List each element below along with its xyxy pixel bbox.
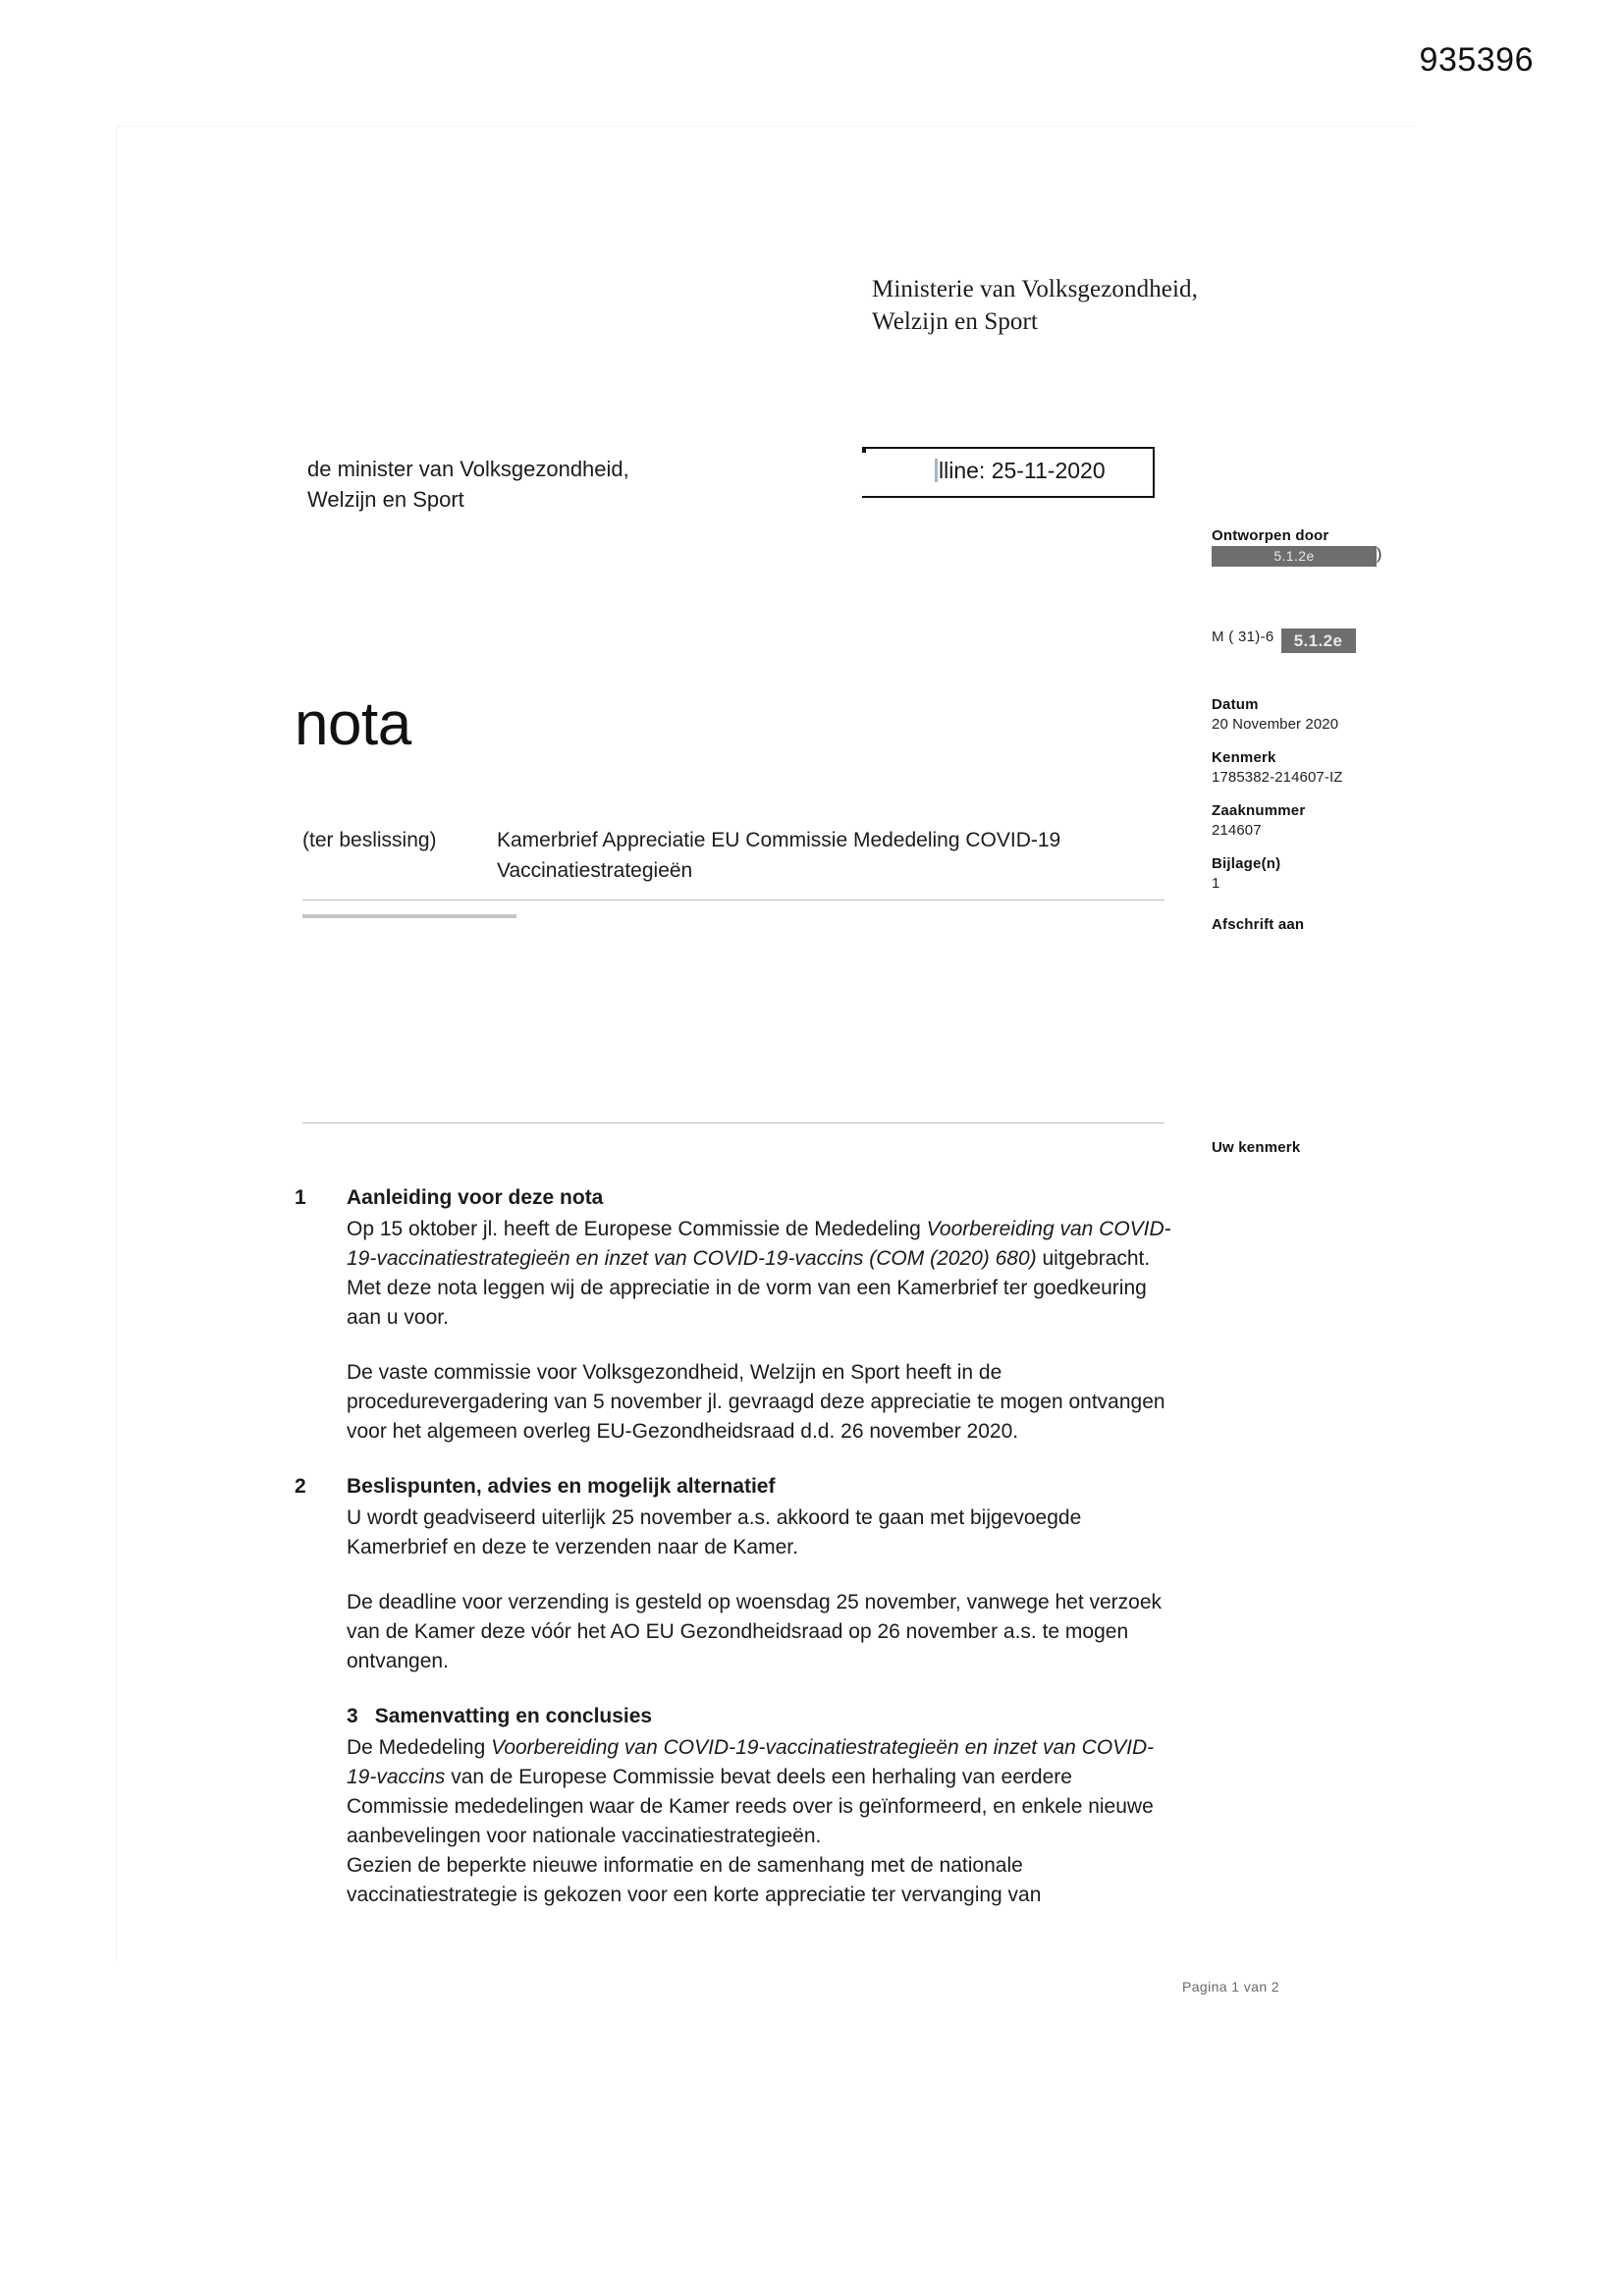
paragraph: De deadline voor verzending is gesteld op woensdag 25 november, vanwege het verzoek van de Kamer deze vóór het AO EU Gezondheidsraad op 26 november a.s. te mogen ontvangen. [347, 1591, 1163, 1672]
ministry-line-2: Welzijn en Sport [872, 308, 1038, 335]
section-1-title: Aanleiding voor deze nota [347, 1186, 604, 1209]
para-emphasis: Voorbereiding van COVID-19-vaccinatiestrategieën en inzet van COVID-19-vaccins (COM (2020) 680) [347, 1218, 1171, 1270]
subject-line-2: Vaccinatiestrategieën [497, 859, 693, 882]
redaction-block: 5.1.2e [1281, 629, 1356, 653]
paragraph [347, 1733, 1178, 1851]
meta-bijlagen [1212, 854, 1423, 894]
deadline-value: lline: 25-11-2020 [939, 458, 1106, 483]
uw-kenmerk-label: Uw kenmerk [1212, 1139, 1301, 1156]
section-2-body [347, 1503, 1178, 1676]
scan-number: 935396 [1419, 41, 1534, 79]
addressee-line-2: Welzijn en Sport [307, 487, 464, 512]
datum-value: 20 November 2020 [1212, 716, 1339, 733]
section-3-heading [347, 1702, 1178, 1731]
meta-datum [1212, 695, 1423, 735]
para-text: van de Europese Commissie bevat deels een herhaling van eerdere Commissie mededelingen waar de Kamer reeds over is geïnformeerd, en enkele nieuwe aanbevelingen voor nationale vaccinatiestrategieën. [347, 1766, 1154, 1847]
designation-row [1212, 629, 1356, 653]
meta-kenmerk [1212, 748, 1423, 788]
bijlagen-value: 1 [1212, 875, 1220, 892]
divider-body [302, 1122, 1164, 1123]
section-1-heading [295, 1183, 1178, 1213]
section-1-number: 1 [295, 1186, 306, 1209]
designation-prefix: M ( 31)-6 [1212, 629, 1274, 645]
page-title: nota [295, 690, 411, 758]
addressee-line-1: de minister van Volksgezondheid, [307, 457, 629, 481]
para-text: Op 15 oktober jl. heeft de Europese Commissie de Mededeling [347, 1218, 927, 1240]
section-3-body [347, 1733, 1178, 1910]
subject-text [497, 825, 1164, 886]
kenmerk-label: Kenmerk [1212, 749, 1276, 766]
subject-kind: (ter beslissing) [302, 829, 437, 851]
deadline-text [935, 458, 1106, 484]
subject-line-1: Kamerbrief Appreciatie EU Commissie Mededeling COVID-19 [497, 829, 1061, 851]
ontworpen-door-label: Ontworpen door [1212, 527, 1329, 544]
zaaknummer-label: Zaaknummer [1212, 802, 1306, 819]
sidebar-metadata [1212, 695, 1423, 949]
section-2-title: Beslispunten, advies en mogelijk alternatief [347, 1475, 776, 1498]
zaaknummer-value: 214607 [1212, 822, 1262, 839]
afschrift-label: Afschrift aan [1212, 916, 1305, 933]
para-text: De Mededeling [347, 1736, 492, 1759]
paragraph: U wordt geadviseerd uiterlijk 25 november a.s. akkoord te gaan met bijgevoegde Kamerbrief en deze te verzenden naar de Kamer. [347, 1506, 1082, 1558]
section-3 [295, 1702, 1178, 1910]
redaction-block: 5.1.2e [1212, 546, 1377, 567]
ontworpen-door-suffix: ) [1377, 546, 1382, 563]
meta-afschrift [1212, 915, 1423, 935]
ministry-line-1: Ministerie van Volksgezondheid, [872, 276, 1198, 302]
para-text: uitgebracht. Met deze nota leggen wij de appreciatie in de vorm van een Kamerbrief ter goedkeuring aan u voor. [347, 1247, 1151, 1329]
section-1-body [347, 1215, 1178, 1447]
section-1 [295, 1183, 1178, 1447]
kenmerk-value: 1785382-214607-IZ [1212, 769, 1343, 786]
divider-top [302, 900, 1164, 901]
ontworpen-door-value [1212, 546, 1418, 567]
para-emphasis: Voorbereiding van COVID-19-vaccinatiestrategieën en inzet van COVID-19-vaccins [347, 1736, 1155, 1788]
document-body [295, 1183, 1178, 1936]
bijlagen-label: Bijlage(n) [1212, 855, 1281, 872]
addressee-block [307, 454, 629, 515]
section-3-title: Samenvatting en conclusies [374, 1705, 653, 1727]
datum-label: Datum [1212, 696, 1259, 713]
deadline-box [862, 447, 1155, 498]
section-2-number: 2 [295, 1475, 306, 1498]
section-2 [295, 1472, 1178, 1676]
sidebar-ontworpen-door [1212, 526, 1418, 567]
page-footer: Pagina 1 van 2 [1182, 1979, 1280, 1995]
ministry-wordmark [872, 273, 1198, 338]
deadline-cut-marker [935, 459, 938, 482]
divider-short [302, 914, 516, 918]
paragraph: Gezien de beperkte nieuwe informatie en de samenhang met de nationale vaccinatiestrategie is gekozen voor een korte appreciatie ter vervanging van [347, 1854, 1042, 1906]
meta-zaaknummer [1212, 801, 1423, 841]
paragraph [347, 1215, 1178, 1333]
paragraph: De vaste commissie voor Volksgezondheid, Welzijn en Sport heeft in de procedurevergadering van 5 november jl. gevraagd deze appreciatie te mogen ontvangen voor het algemeen overleg EU-Gezondheidsraad d.d. 26 november 2020. [347, 1361, 1165, 1443]
section-3-number: 3 [347, 1705, 358, 1727]
section-2-heading [295, 1472, 1178, 1502]
